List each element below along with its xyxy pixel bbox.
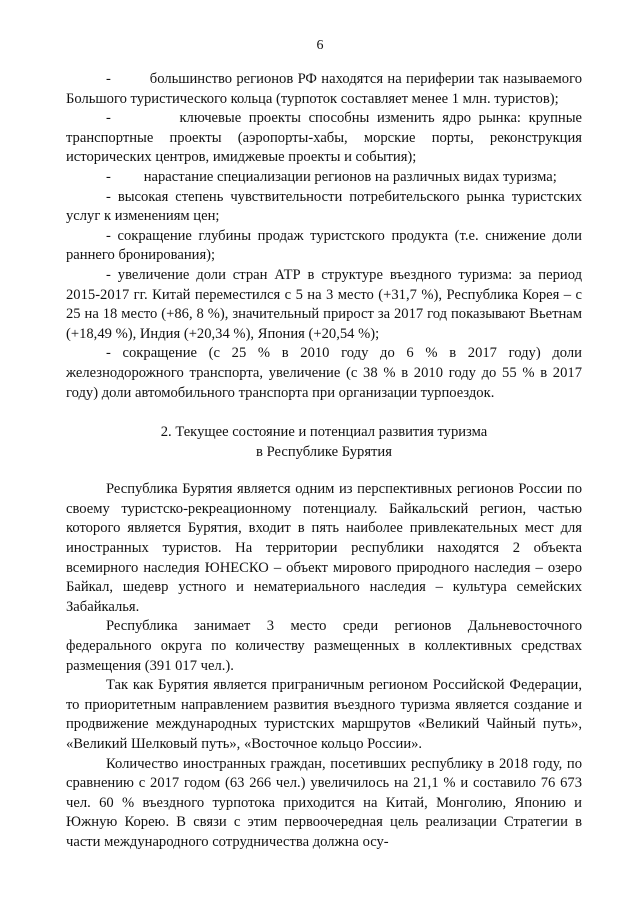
section-heading	[66, 423, 582, 462]
list-item: - ключевые проекты способны изменить ядро рынка: крупные транспортные проекты (аэропорты-хабы, морские порты, реконструкция исторических центров, имиджевые проекты и события);	[66, 110, 582, 166]
list-item: - высокая степень чувствительности потребительского рынка туристских услуг к изменениям цен;	[66, 188, 582, 225]
list-item: - увеличение доли стран АТР в структуре въездного туризма: за период 2015-2017 гг. Китай переместился с 5 на 3 место (+31,7 %), Республика Корея – с 25 на 18 место (+86, 8 %), значительный прирост за 2017 год показывают Вьетнам (+18,49 %), Индия (+20,34 %), Япония (+20,54 %);	[66, 266, 582, 342]
body-paragraph: Количество иностранных граждан, посетивших республику в 2018 году, по сравнению с 2017 годом (63 266 чел.) увеличилось на 21,1 % и составило 76 673 чел. 60 % въездного турпотока приходится на Китай, Монголию, Японию и Южную Корею. В связи с этим первоочередная цель реализации Стратегии в части международного сотрудничества должна осу-	[66, 755, 582, 850]
body-paragraph: Республика занимает 3 место среди регионов Дальневосточного федерального округа по количеству размещенных в коллективных средствах размещения (391 017 чел.).	[66, 618, 582, 674]
list-item: - сокращение глубины продаж туристского продукта (т.е. снижение доли раннего бронирования);	[66, 227, 582, 264]
section-title-line-1: 2. Текущее состояние и потенциал развития туризма	[160, 424, 488, 441]
page-number: 6	[316, 38, 324, 53]
list-item: - нарастание специализации регионов на различных видах туризма;	[106, 168, 557, 185]
body-paragraph: Республика Бурятия является одним из перспективных регионов России по своему туристско-рекреационному потенциалу. Байкальский регион, частью которого является Бурятия, входит в пять наиболее привлекательных мест для иностранных туристов. На территории республики находятся 2 объекта всемирного наследия ЮНЕСКО – объект мирового природного наследия – озеро Байкал, шедевр устного и нематериального наследия – культура семейских Забайкалья.	[66, 481, 582, 615]
section-title-line-2: в Республике Бурятия	[256, 443, 392, 460]
list-item: - сокращение (с 25 % в 2010 году до 6 % в 2017 году) доли железнодорожного транспорта, увеличение (с 38 % в 2010 году до 55 % в 2017 году) доли автомобильного транспорта при организации турпоездок.	[66, 345, 582, 401]
document-body	[66, 70, 582, 853]
body-paragraph: Так как Бурятия является приграничным регионом Российской Федерации, то приоритетным направлением развития въездного туризма является создание и продвижение международных туристских маршрутов «Великий Чайный путь», «Великий Шелковый путь», «Восточное кольцо России».	[66, 677, 582, 752]
list-item: - большинство регионов РФ находятся на периферии так называемого Большого туристического кольца (турпоток составляет менее 1 млн. туристов);	[66, 71, 582, 107]
